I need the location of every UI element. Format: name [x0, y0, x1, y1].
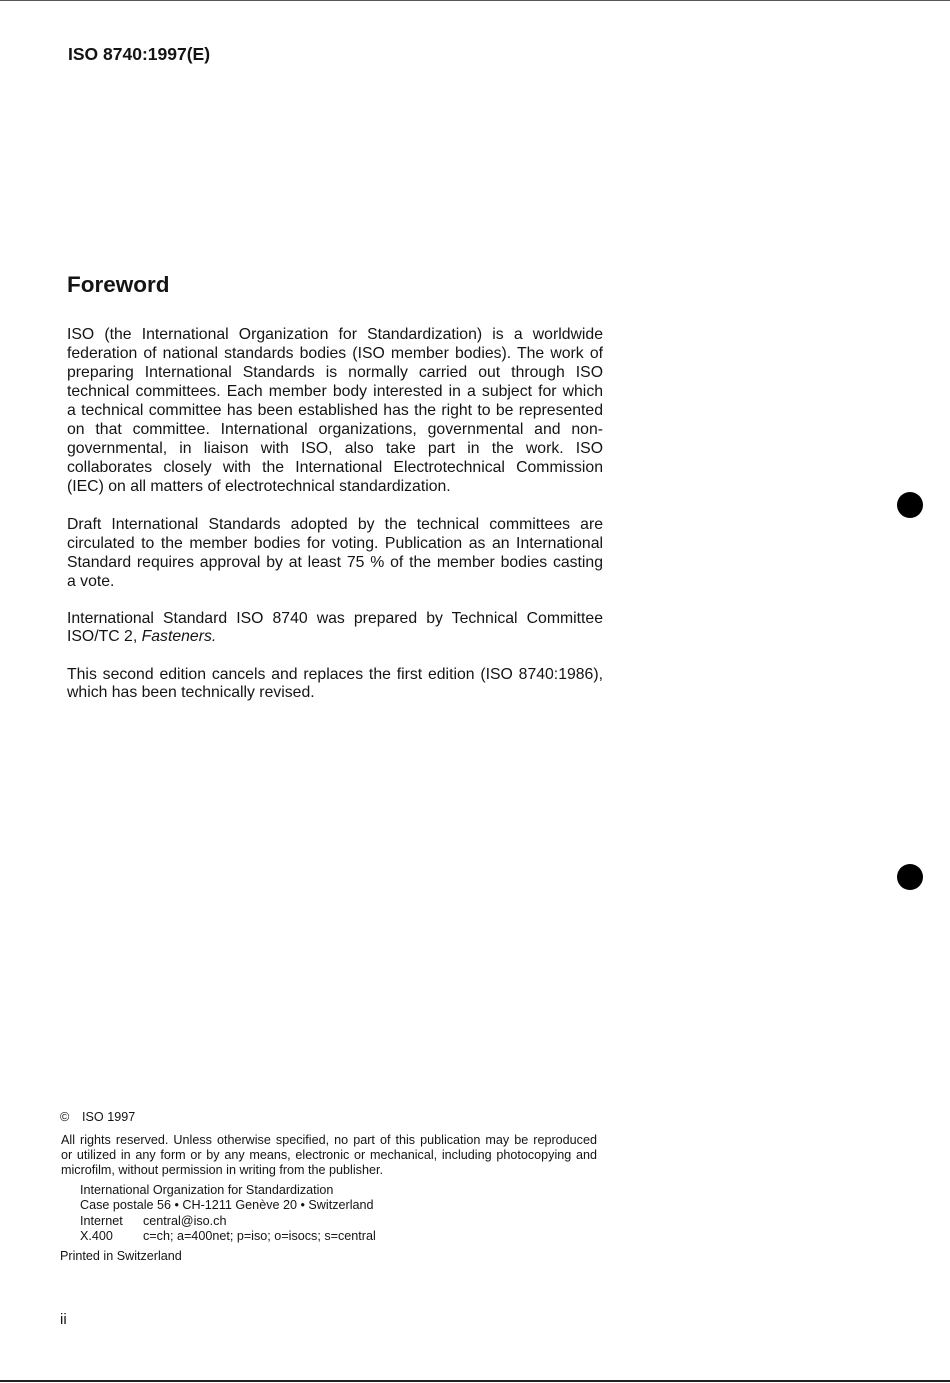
x400-address: [80, 1229, 376, 1244]
foreword-line: circulated to the member bodies for voting. Publication as an International: [67, 535, 603, 552]
foreword-line: a technical committee has been established has the right to be represented: [67, 402, 603, 419]
page-title: Foreword: [67, 272, 170, 297]
foreword-paragraph-3: [67, 610, 603, 645]
committee-reference: ISO/TC 2,: [67, 627, 142, 645]
committee-title: Fasteners.: [141, 627, 217, 645]
foreword-line: Draft International Standards adopted by the technical committees are: [67, 516, 603, 533]
rights-line: or utilized in any form or by any means, electronic or mechanical, including photocopying and: [61, 1148, 597, 1162]
foreword-line: International Standard ISO 8740 was prepared by Technical Committee: [67, 610, 603, 627]
internet-address: [80, 1214, 376, 1229]
foreword-line: [67, 628, 603, 646]
internet-label: Internet: [80, 1213, 123, 1228]
rights-line: All rights reserved. Unless otherwise specified, no part of this publication may be reproduced: [61, 1133, 597, 1147]
foreword-line: federation of national standards bodies (ISO member bodies). The work of: [67, 345, 603, 362]
foreword-paragraph-1: [67, 325, 603, 496]
foreword-line: preparing International Standards is normally carried out through ISO: [67, 364, 603, 381]
foreword-line: collaborates closely with the International Electrotechnical Commission: [67, 459, 603, 476]
foreword-line: technical committees. Each member body interested in a subject for which: [67, 383, 603, 400]
foreword-line: governmental, in liaison with ISO, also take part in the work. ISO: [67, 440, 603, 457]
rights-statement: [61, 1133, 597, 1178]
foreword-line: which has been technically revised.: [67, 683, 315, 701]
printed-in: Printed in Switzerland: [60, 1249, 182, 1263]
binding-hole-mark: [897, 492, 923, 518]
foreword-line: (IEC) on all matters of electrotechnical standardization.: [67, 478, 451, 495]
internet-value: central@iso.ch: [143, 1213, 227, 1228]
organization-name: International Organization for Standardization: [80, 1183, 334, 1197]
scan-edge-bottom: [0, 1380, 950, 1382]
foreword-line: This second edition cancels and replaces the first edition (ISO 8740:1986),: [67, 666, 603, 683]
postal-address: Case postale 56 • CH-1211 Genève 20 • Switzerland: [80, 1198, 374, 1213]
publisher-address: [80, 1183, 376, 1245]
x400-value: c=ch; a=400net; p=iso; o=isocs; s=central: [143, 1229, 376, 1244]
rights-line: microfilm, without permission in writing from the publisher.: [61, 1163, 383, 1177]
foreword-line: ISO (the International Organization for Standardization) is a worldwide: [67, 326, 603, 343]
document-id: ISO 8740:1997(E): [68, 44, 211, 64]
foreword-line: Standard requires approval by at least 75 % of the member bodies casting: [67, 554, 603, 571]
foreword-line: on that committee. International organizations, governmental and non-: [67, 421, 603, 438]
scan-edge-top: [0, 0, 950, 1]
foreword-paragraph-4: [67, 666, 603, 701]
foreword-paragraph-2: [67, 515, 603, 591]
binding-hole-mark: [897, 864, 923, 890]
copyright-notice: [60, 1109, 135, 1125]
x400-label: X.400: [80, 1229, 113, 1244]
foreword-line: a vote.: [67, 573, 115, 590]
copyright-icon: ©: [60, 1110, 70, 1124]
copyright-text: ISO 1997: [82, 1110, 136, 1124]
page-number: ii: [60, 1311, 67, 1328]
